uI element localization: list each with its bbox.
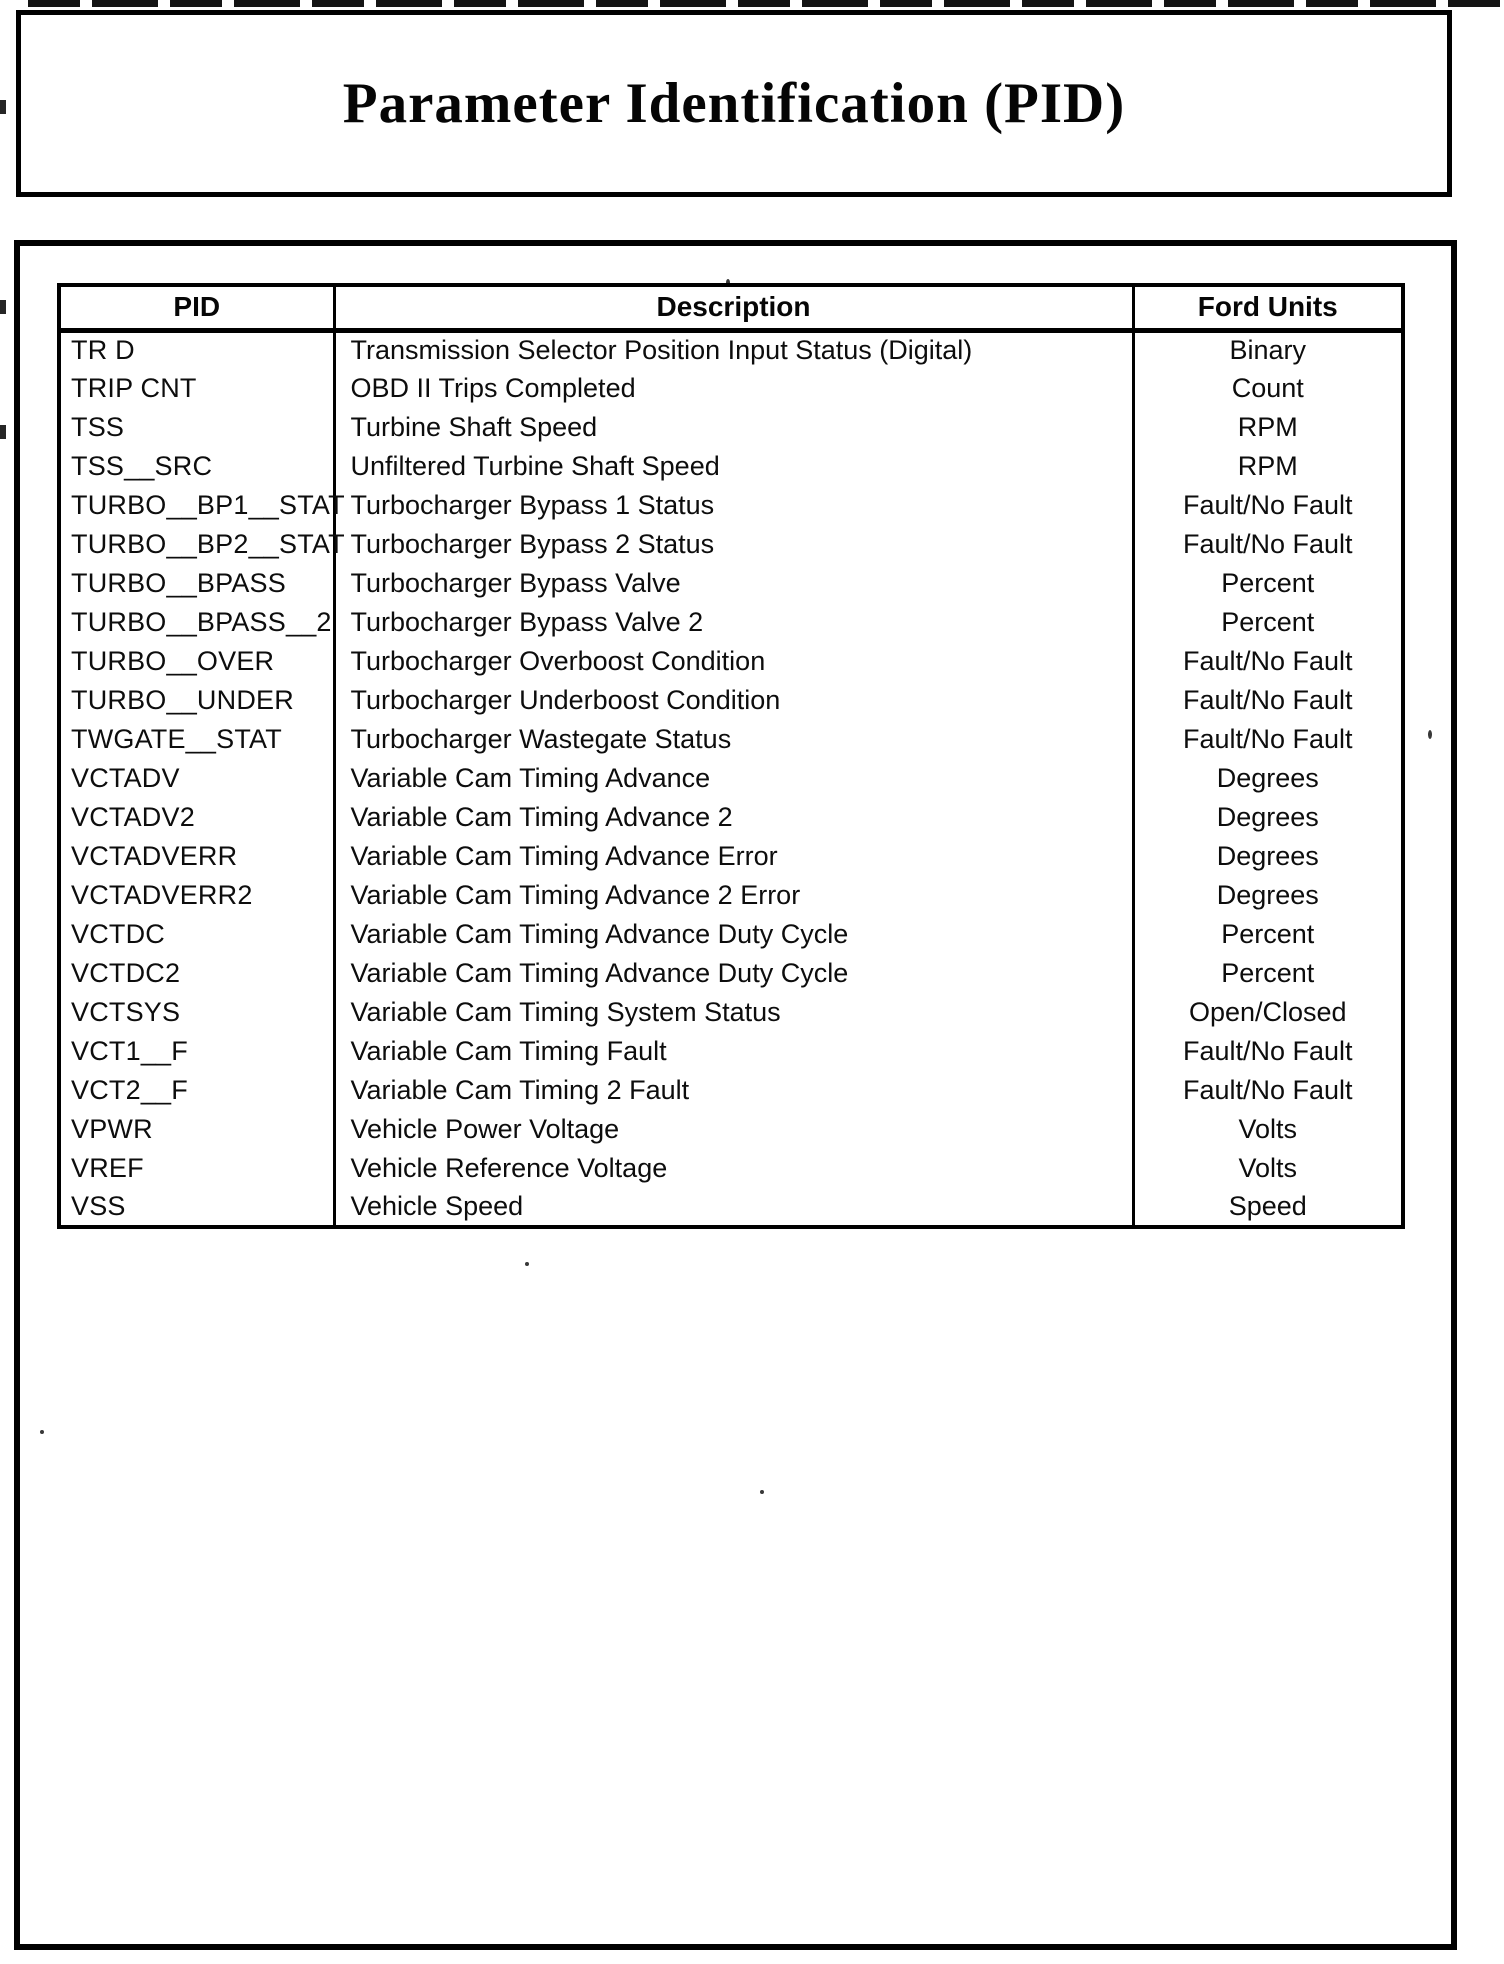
units-cell: RPM xyxy=(1133,408,1403,447)
description-cell: Turbocharger Bypass 1 Status xyxy=(334,486,1133,525)
description-cell: Turbocharger Bypass 2 Status xyxy=(334,525,1133,564)
description-cell: Variable Cam Timing Advance 2 xyxy=(334,798,1133,837)
description-cell: Transmission Selector Position Input Status (Digital) xyxy=(334,330,1133,369)
pid-cell: VCTADV2 xyxy=(59,798,334,837)
units-cell: Percent xyxy=(1133,915,1403,954)
table-row xyxy=(59,1032,1403,1071)
units-cell: Percent xyxy=(1133,564,1403,603)
table-row xyxy=(59,1149,1403,1188)
description-cell: Variable Cam Timing Advance 2 Error xyxy=(334,876,1133,915)
units-cell: Count xyxy=(1133,369,1403,408)
description-cell: Unfiltered Turbine Shaft Speed xyxy=(334,447,1133,486)
pid-table xyxy=(57,283,1405,1229)
table-row xyxy=(59,603,1403,642)
description-cell: Turbocharger Wastegate Status xyxy=(334,720,1133,759)
units-cell: Fault/No Fault xyxy=(1133,525,1403,564)
pid-cell: TWGATE__STAT xyxy=(59,720,334,759)
table-header-row xyxy=(59,285,1403,330)
description-column-header: Description xyxy=(334,285,1133,330)
table-row xyxy=(59,369,1403,408)
units-cell: Percent xyxy=(1133,603,1403,642)
description-cell: Turbocharger Overboost Condition xyxy=(334,642,1133,681)
description-cell: OBD II Trips Completed xyxy=(334,369,1133,408)
description-cell: Turbocharger Bypass Valve xyxy=(334,564,1133,603)
units-cell: Fault/No Fault xyxy=(1133,1071,1403,1110)
units-cell: Open/Closed xyxy=(1133,993,1403,1032)
pid-cell: TR D xyxy=(59,330,334,369)
units-cell: Degrees xyxy=(1133,798,1403,837)
scan-tick-artifact xyxy=(0,425,6,439)
table-row xyxy=(59,1110,1403,1149)
table-row xyxy=(59,642,1403,681)
units-cell: Degrees xyxy=(1133,837,1403,876)
pid-cell: VPWR xyxy=(59,1110,334,1149)
description-cell: Variable Cam Timing Advance xyxy=(334,759,1133,798)
units-cell: RPM xyxy=(1133,447,1403,486)
pid-cell: TURBO__BPASS xyxy=(59,564,334,603)
table-row xyxy=(59,915,1403,954)
pid-cell: VCT1__F xyxy=(59,1032,334,1071)
table-row xyxy=(59,837,1403,876)
table-row xyxy=(59,681,1403,720)
pid-cell: VCTADVERR xyxy=(59,837,334,876)
table-row xyxy=(59,720,1403,759)
units-cell: Speed xyxy=(1133,1188,1403,1227)
description-cell: Vehicle Reference Voltage xyxy=(334,1149,1133,1188)
description-cell: Variable Cam Timing Fault xyxy=(334,1032,1133,1071)
pid-cell: VCT2__F xyxy=(59,1071,334,1110)
units-cell: Fault/No Fault xyxy=(1133,1032,1403,1071)
pid-cell: TURBO__BPASS__2 xyxy=(59,603,334,642)
units-cell: Degrees xyxy=(1133,759,1403,798)
description-cell: Turbocharger Underboost Condition xyxy=(334,681,1133,720)
pid-cell: VSS xyxy=(59,1188,334,1227)
units-cell: Fault/No Fault xyxy=(1133,486,1403,525)
description-cell: Variable Cam Timing Advance Duty Cycle xyxy=(334,954,1133,993)
description-cell: Variable Cam Timing Advance Duty Cycle xyxy=(334,915,1133,954)
table-row xyxy=(59,525,1403,564)
table-row xyxy=(59,486,1403,525)
pid-cell: TURBO__OVER xyxy=(59,642,334,681)
pid-cell: TSS xyxy=(59,408,334,447)
units-cell: Fault/No Fault xyxy=(1133,681,1403,720)
pid-cell: TURBO__BP1__STAT xyxy=(59,486,334,525)
table-row xyxy=(59,564,1403,603)
page-title: Parameter Identification (PID) xyxy=(342,72,1126,135)
table-row xyxy=(59,447,1403,486)
pid-cell: TRIP CNT xyxy=(59,369,334,408)
title-box xyxy=(16,10,1452,197)
pid-column-header: PID xyxy=(59,285,334,330)
units-cell: Volts xyxy=(1133,1149,1403,1188)
pid-cell: TURBO__BP2__STAT xyxy=(59,525,334,564)
description-cell: Variable Cam Timing Advance Error xyxy=(334,837,1133,876)
table-row xyxy=(59,993,1403,1032)
units-cell: Percent xyxy=(1133,954,1403,993)
table-row xyxy=(59,876,1403,915)
pid-cell: TSS__SRC xyxy=(59,447,334,486)
units-cell: Volts xyxy=(1133,1110,1403,1149)
scan-tick-artifact xyxy=(0,100,6,114)
table-row xyxy=(59,759,1403,798)
table-row xyxy=(59,1071,1403,1110)
table-row xyxy=(59,1188,1403,1227)
description-cell: Vehicle Power Voltage xyxy=(334,1110,1133,1149)
table-row xyxy=(59,798,1403,837)
description-cell: Variable Cam Timing System Status xyxy=(334,993,1133,1032)
units-cell: Fault/No Fault xyxy=(1133,720,1403,759)
pid-cell: VCTSYS xyxy=(59,993,334,1032)
scan-edge-artifact xyxy=(28,0,1504,7)
units-column-header: Ford Units xyxy=(1133,285,1403,330)
pid-cell: VREF xyxy=(59,1149,334,1188)
table-row xyxy=(59,408,1403,447)
description-cell: Turbine Shaft Speed xyxy=(334,408,1133,447)
description-cell: Vehicle Speed xyxy=(334,1188,1133,1227)
units-cell: Degrees xyxy=(1133,876,1403,915)
scan-tick-artifact xyxy=(0,300,6,314)
description-cell: Variable Cam Timing 2 Fault xyxy=(334,1071,1133,1110)
pid-cell: VCTADV xyxy=(59,759,334,798)
pid-table-body xyxy=(59,330,1403,1227)
pid-cell: VCTDC2 xyxy=(59,954,334,993)
units-cell: Binary xyxy=(1133,330,1403,369)
units-cell: Fault/No Fault xyxy=(1133,642,1403,681)
table-row xyxy=(59,954,1403,993)
pid-cell: VCTADVERR2 xyxy=(59,876,334,915)
pid-cell: VCTDC xyxy=(59,915,334,954)
description-cell: Turbocharger Bypass Valve 2 xyxy=(334,603,1133,642)
pid-cell: TURBO__UNDER xyxy=(59,681,334,720)
table-row xyxy=(59,330,1403,369)
